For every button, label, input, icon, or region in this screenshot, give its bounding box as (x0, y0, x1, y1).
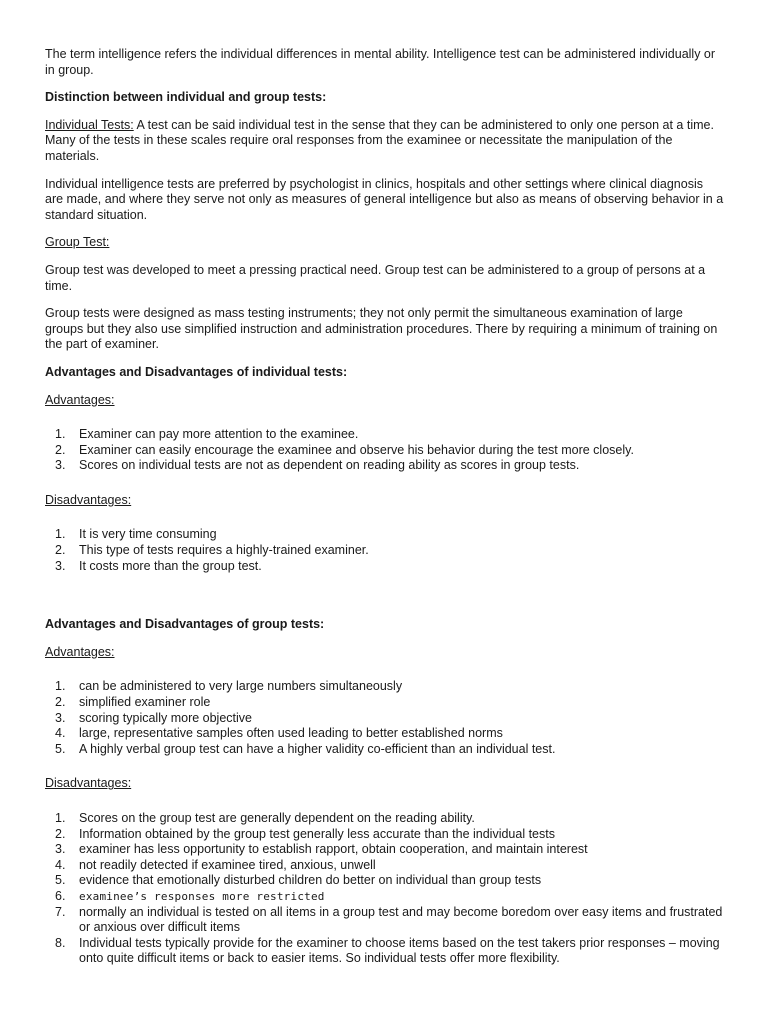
list-item (45, 858, 724, 874)
individual-ad-heading: Advantages and Disadvantages of individual tests: (45, 364, 348, 379)
list-item-text: scoring typically more objective (79, 710, 252, 725)
list-item-text: It costs more than the group test. (79, 558, 262, 573)
group-disadvantages-list (45, 811, 724, 967)
list-number: 1. (55, 527, 66, 542)
list-item-text: large, representative samples often used leading to better established norms (79, 726, 503, 741)
list-item-text: not readily detected if examinee tired, anxious, unwell (79, 857, 376, 872)
individual-disadvantages-label: Disadvantages: (45, 492, 132, 507)
list-number: 3. (55, 458, 66, 473)
list-item-text: examinee’s responses more restricted (79, 889, 325, 903)
individual-tests-paragraph-2: Individual intelligence tests are preferred by psychologist in clinics, hospitals and other settings where clinical diagnosis are made, and where they serve not only as measures of general intelligence but also as means of observing behavior in a standard situation. (45, 176, 724, 222)
group-disadvantages-label-line (45, 776, 724, 792)
list-item-text: Scores on individual tests are not as dependent on reading ability as scores in group tests. (79, 458, 580, 473)
list-number: 5. (55, 873, 66, 888)
list-number: 2. (55, 695, 66, 710)
list-item-text: evidence that emotionally disturbed children do better on individual than group tests (79, 873, 542, 888)
intro-paragraph: The term intelligence refers the individual differences in mental ability. Intelligence test can be administered individually or in group. (45, 47, 716, 77)
list-item-text: Scores on the group test are generally dependent on the reading ability. (79, 811, 475, 825)
list-number: 2. (55, 826, 66, 841)
list-number: 7. (55, 904, 66, 919)
distinction-heading: Distinction between individual and group tests: (45, 90, 327, 105)
list-number: 3. (55, 842, 66, 857)
list-number: 2. (55, 543, 66, 558)
group-test-label: Group Test: (45, 235, 110, 250)
individual-tests-label: Individual Tests: (45, 117, 134, 132)
list-number: 2. (55, 442, 66, 457)
group-test-paragraph-1: Group test was developed to meet a pressing practical need. Group test can be administered to a group of persons at a time. (45, 262, 706, 293)
list-number: 5. (55, 741, 66, 756)
list-item (45, 527, 724, 543)
list-item-text: Examiner can easily encourage the examinee and observe his behavior during the test more closely. (79, 442, 634, 457)
individual-advantages-label: Advantages: (45, 392, 115, 407)
list-item (45, 726, 724, 742)
list-item (45, 695, 724, 711)
list-number: 4. (55, 857, 66, 872)
individual-advantages-label-line (45, 393, 724, 409)
list-number: 3. (55, 710, 66, 725)
list-item (45, 543, 724, 559)
list-number: 1. (55, 679, 66, 694)
list-item-text: Examiner can pay more attention to the examinee. (79, 427, 359, 442)
group-advantages-list (45, 679, 724, 757)
list-number: 6. (55, 888, 66, 903)
list-item (45, 889, 724, 905)
group-disadvantages-label: Disadvantages: (45, 776, 132, 791)
list-number: 4. (55, 726, 66, 741)
list-item-text: normally an individual is tested on all items in a group test and may become boredom over easy items and frustrated or anxious over difficult items (79, 904, 723, 935)
list-item (45, 811, 724, 827)
list-item (45, 679, 724, 695)
list-item-text: This type of tests requires a highly-trained examiner. (79, 543, 369, 558)
list-item-text: It is very time consuming (79, 527, 217, 542)
group-advantages-label-line (45, 645, 724, 661)
list-item-text: simplified examiner role (79, 695, 211, 710)
list-item (45, 711, 724, 727)
list-item (45, 559, 724, 575)
group-advantages-label: Advantages: (45, 644, 115, 659)
list-item-text: A highly verbal group test can have a higher validity co-efficient than an individual test. (79, 741, 556, 756)
list-item (45, 873, 724, 889)
list-item-text: examiner has less opportunity to establish rapport, obtain cooperation, and maintain interest (79, 842, 588, 857)
list-number: 3. (55, 558, 66, 573)
individual-advantages-list (45, 427, 724, 474)
list-item (45, 458, 724, 474)
list-item (45, 936, 724, 967)
individual-tests-paragraph (45, 118, 724, 165)
individual-tests-text: A test can be said individual test in the sense that they can be administered to only one person at a time. Many of the tests in these scales require oral responses from the examinee or necessitate the manipulation of the materials. (45, 117, 714, 163)
list-number: 8. (55, 935, 66, 950)
individual-disadvantages-list (45, 527, 724, 574)
list-item-text: Individual tests typically provide for the examiner to choose items based on the test takers prior responses – moving onto quite difficult items or back to easier items. So individual tests offer more flexibility. (79, 935, 720, 966)
list-item-text: Information obtained by the group test generally less accurate than the individual tests (79, 826, 555, 841)
group-ad-heading: Advantages and Disadvantages of group tests: (45, 617, 325, 632)
list-number: 1. (55, 811, 66, 825)
list-item (45, 443, 724, 459)
list-number: 1. (55, 427, 66, 442)
individual-disadvantages-label-line (45, 493, 724, 509)
list-item (45, 905, 724, 936)
list-item (45, 742, 724, 758)
list-item (45, 842, 724, 858)
list-item-text: can be administered to very large numbers simultaneously (79, 679, 403, 694)
group-test-label-line (45, 235, 724, 251)
list-item (45, 427, 724, 443)
list-item (45, 827, 724, 843)
group-test-paragraph-2: Group tests were designed as mass testing instruments; they not only permit the simultaneous examination of large groups but they also use simplified instruction and administration procedures. There by requiring a minimum of training on the part of examiner. (45, 306, 718, 352)
